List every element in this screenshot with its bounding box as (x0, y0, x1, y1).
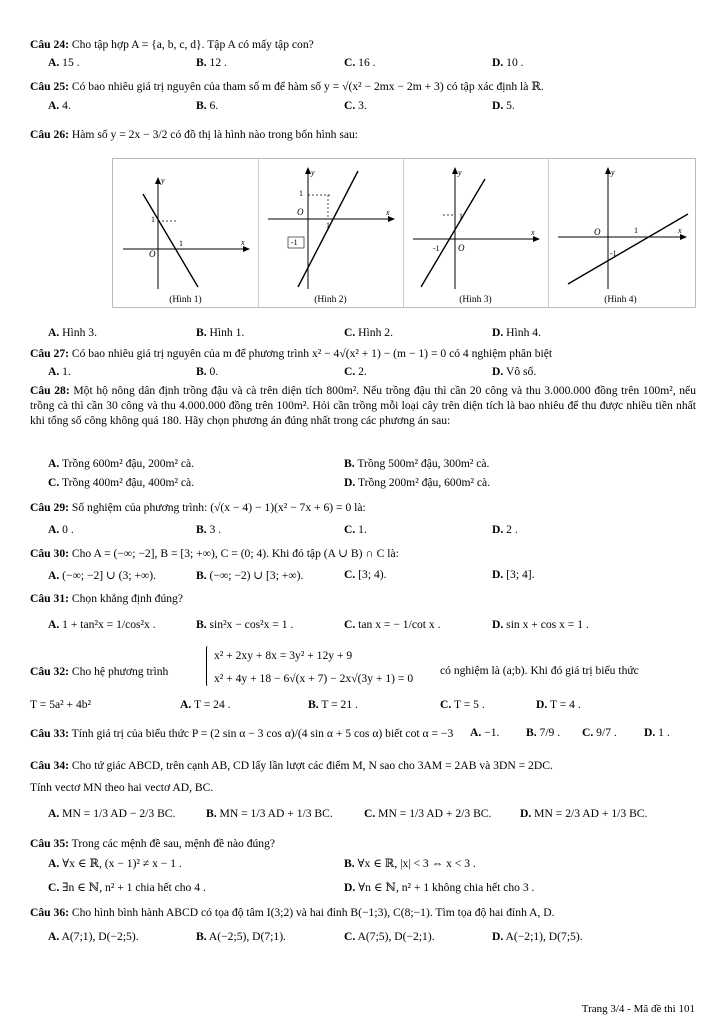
option-a[interactable]: A. −1. (470, 726, 500, 739)
option-c[interactable]: C. T = 5 . (440, 698, 485, 711)
figure-4 (548, 159, 693, 307)
option-c[interactable]: C. ∃n ∈ ℕ, n² + 1 chia hết cho 4 . (48, 881, 206, 894)
option-a[interactable]: A. (−∞; −2] ∪ (3; +∞). (48, 569, 157, 582)
option-c[interactable]: C. tan x = − 1/cot x . (344, 618, 441, 631)
options-32 (30, 698, 710, 714)
question-33: Câu 33: Tính giá trị của biểu thức P = (2 sin α − 3 cos α)/(4 sin α + 5 cos α) biết cot α = −3 (30, 727, 454, 740)
question-32-tail: có nghiệm là (a;b). Khi đó giá trị biểu thức (440, 664, 639, 677)
svg-text:1: 1 (459, 212, 463, 221)
option-c[interactable]: C. 9/7 . (582, 726, 617, 739)
options-24 (48, 56, 698, 72)
option-d[interactable]: D. 10 . (492, 56, 524, 69)
svg-text:O: O (297, 207, 304, 217)
question-34: Câu 34: Cho tứ giác ABCD, trên cạnh AB, CD lấy lần lượt các điểm M, N sao cho 3AM = 2AB và 3DN = 2DC. (30, 759, 553, 772)
svg-text:1: 1 (299, 189, 303, 198)
svg-text:1: 1 (179, 239, 183, 248)
option-a[interactable]: A. Hình 3. (48, 326, 97, 339)
question-32-stem: Câu 32: Cho hệ phương trình (30, 665, 169, 678)
svg-text:y: y (458, 168, 462, 177)
option-c[interactable]: C. 1. (344, 523, 367, 536)
options-30 (48, 568, 698, 584)
figure-2 (258, 159, 404, 307)
system-brace (206, 646, 208, 686)
option-a[interactable]: A. 15 . (48, 56, 80, 69)
question-29: Câu 29: Số nghiệm của phương trình: (√(x − 4) − 1)(x² − 7x + 6) = 0 là: (30, 501, 366, 514)
option-b[interactable]: B. 0. (196, 365, 219, 378)
option-b[interactable]: B. Trồng 500m² đậu, 300m² cà. (344, 457, 490, 470)
option-b[interactable]: B. 7/9 . (526, 726, 561, 739)
options-27 (48, 365, 698, 381)
question-35: Câu 35: Trong các mệnh đề sau, mệnh đề nào đúng? (30, 837, 276, 850)
svg-text:O: O (149, 249, 156, 259)
svg-text:-1: -1 (610, 249, 617, 258)
svg-text:x: x (241, 238, 245, 247)
system-equation-1: x² + 2xy + 8x = 3y² + 12y + 9 (214, 649, 353, 662)
option-b[interactable]: B. (−∞; −2) ∪ [3; +∞). (196, 569, 304, 582)
graph-figures (112, 158, 696, 308)
options-26 (48, 326, 698, 342)
options-34 (48, 807, 698, 823)
option-c[interactable]: C. Trồng 400m² đậu, 400m² cà. (48, 476, 195, 489)
question-25: Câu 25: Có bao nhiêu giá trị nguyên của tham số m để hàm số y = √(x² − 2mx − 2m + 3) có tập xác định là ℝ. (30, 80, 544, 93)
question-30: Câu 30: Cho A = (−∞; −2], B = [3; +∞), C = (0; 4). Khi đó tập (A ∪ B) ∩ C là: (30, 547, 399, 560)
option-d[interactable]: D. Trồng 200m² đậu, 600m² cà. (344, 476, 491, 489)
option-d[interactable]: D. T = 4 . (536, 698, 581, 711)
option-c[interactable]: C. A(7;5), D(−2;1). (344, 930, 435, 943)
option-c[interactable]: C. [3; 4). (344, 568, 387, 581)
question-24: Câu 24: Cho tập hợp A = {a, b, c, d}. Tập A có mấy tập con? (30, 38, 314, 51)
option-b[interactable]: B. 3 . (196, 523, 222, 536)
option-a[interactable]: A. 1. (48, 365, 71, 378)
options-33 (470, 726, 700, 742)
option-a[interactable]: A. 1 + tan²x = 1/cos²x . (48, 618, 156, 631)
figure-caption: (Hình 1) (169, 295, 202, 305)
question-26: Câu 26: Hàm số y = 2x − 3/2 có đồ thị là hình nào trong bốn hình sau: (30, 128, 359, 141)
option-d[interactable]: D. MN = 2/3 AD + 1/3 BC. (520, 807, 648, 820)
svg-text:1: 1 (151, 215, 155, 224)
option-a[interactable]: A. T = 24 . (180, 698, 231, 711)
option-b[interactable]: B. 12 . (196, 56, 227, 69)
figure-1 (113, 159, 259, 307)
graph-1 (113, 159, 258, 307)
svg-text:1: 1 (326, 221, 330, 230)
graph-3 (403, 159, 548, 307)
option-b[interactable]: B. T = 21 . (308, 698, 358, 711)
svg-text:O: O (594, 227, 601, 237)
figure-caption: (Hình 2) (314, 295, 347, 305)
option-c[interactable]: C. 2. (344, 365, 367, 378)
graph-4 (548, 159, 695, 307)
option-d[interactable]: D. ∀n ∈ ℕ, n² + 1 không chia hết cho 3 . (344, 881, 535, 894)
figure-3 (403, 159, 549, 307)
system-equation-2: x² + 4y + 18 − 6√(x + 7) − 2x√(3y + 1) = 0 (214, 672, 414, 685)
option-a[interactable]: A. Trồng 600m² đậu, 200m² cà. (48, 457, 195, 470)
question-34-line2: Tính vectơ MN theo hai vectơ AD, BC. (30, 781, 214, 794)
option-d[interactable]: D. 2 . (492, 523, 518, 536)
figure-caption: (Hình 4) (604, 295, 637, 305)
svg-text:x: x (531, 228, 535, 237)
expression-T: T = 5a² + 4b² (30, 698, 92, 711)
option-c[interactable]: C. MN = 1/3 AD + 2/3 BC. (364, 807, 492, 820)
figure-caption: (Hình 3) (459, 295, 492, 305)
graph-2 (258, 159, 403, 307)
svg-text:O: O (458, 243, 465, 253)
option-d[interactable]: D. sin x + cos x = 1 . (492, 618, 589, 631)
svg-text:y: y (611, 168, 615, 177)
option-b[interactable]: B. 6. (196, 99, 219, 112)
option-a[interactable]: A. MN = 1/3 AD − 2/3 BC. (48, 807, 176, 820)
option-b[interactable]: B. Hình 1. (196, 326, 245, 339)
question-28: Câu 28: Một hộ nông dân định trồng đậu và cà trên diện tích 800m². Nếu trồng đậu thì cần 20 công và thu 3.000.000 đồng trên 100m², nếu trồng cà thì cần 30 công và thu 4.000.000 đồng trên 100m². Hỏi cần trồng mỗi loại cây trên diện tích là bao nhiêu để thu được nhiều tiền nhất khi tổng số công không quá 180. Hãy chọn phương án đúng nhất trong các phương án sau: (30, 384, 696, 427)
options-28-row2 (48, 476, 698, 492)
option-b[interactable]: B. ∀x ∈ ℝ, |x| < 3 ⇔ x < 3 . (344, 857, 476, 870)
svg-text:y: y (161, 176, 165, 185)
option-a[interactable]: A. ∀x ∈ ℝ, (x − 1)² ≠ x − 1 . (48, 857, 182, 870)
question-27: Câu 27: Có bao nhiêu giá trị nguyên của m để phương trình x² − 4√(x² + 1) − (m − 1) = 0 có 4 nghiệm phân biệt (30, 347, 553, 360)
svg-text:x: x (386, 208, 390, 217)
option-d[interactable]: D. Vô số. (492, 365, 537, 378)
options-25 (48, 99, 698, 115)
option-c[interactable]: C. 3. (344, 99, 367, 112)
options-31 (48, 618, 698, 634)
option-d[interactable]: D. [3; 4]. (492, 568, 535, 581)
options-35-row1 (48, 856, 698, 872)
option-d[interactable]: D. 5. (492, 99, 515, 112)
option-c[interactable]: C. Hình 2. (344, 326, 393, 339)
option-a[interactable]: A. 4. (48, 99, 71, 112)
svg-text:1: 1 (634, 226, 638, 235)
option-d[interactable]: D. Hình 4. (492, 326, 541, 339)
question-36: Câu 36: Cho hình bình hành ABCD có tọa độ tâm I(3;2) và hai đỉnh B(−1;3), C(8;−1). Tìm tọa độ hai đỉnh A, D. (30, 906, 555, 919)
option-a[interactable]: A. 0 . (48, 523, 74, 536)
option-a[interactable]: A. A(7;1), D(−2;5). (48, 930, 139, 943)
options-36 (48, 930, 698, 946)
svg-text:-1: -1 (433, 244, 440, 253)
option-b[interactable]: B. MN = 1/3 AD + 1/3 BC. (206, 807, 333, 820)
svg-text:x: x (678, 226, 682, 235)
option-d[interactable]: D. A(−2;1), D(7;5). (492, 930, 583, 943)
question-31: Câu 31: Chọn khẳng định đúng? (30, 592, 183, 605)
option-b[interactable]: B. sin²x − cos²x = 1 . (196, 618, 294, 631)
page-footer: Trang 3/4 - Mã đề thi 101 (581, 1003, 695, 1015)
options-35-row2 (48, 880, 698, 896)
svg-text:y: y (311, 168, 315, 177)
options-28-row1 (48, 457, 698, 473)
option-d[interactable]: D. 1 . (644, 726, 670, 739)
option-b[interactable]: B. A(−2;5), D(7;1). (196, 930, 286, 943)
options-29 (48, 523, 698, 539)
option-c[interactable]: C. 16 . (344, 56, 376, 69)
svg-text:-1: -1 (291, 238, 298, 247)
